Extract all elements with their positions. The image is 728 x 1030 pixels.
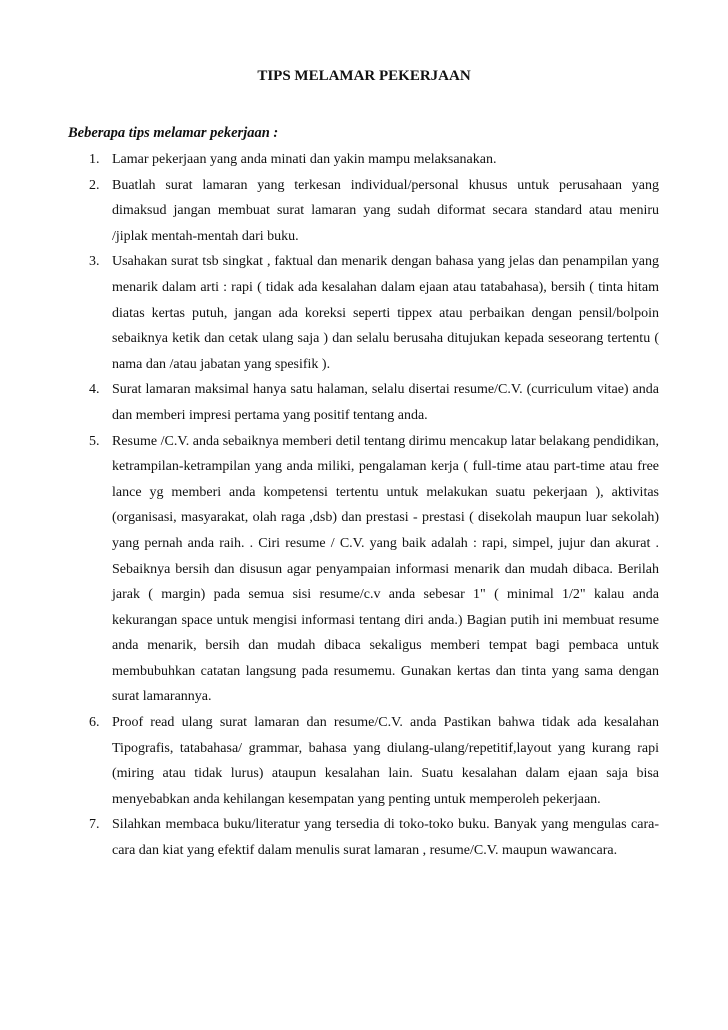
item-text: Lamar pekerjaan yang anda minati dan yakin mampu melaksanakan. (112, 152, 497, 167)
list-item (68, 249, 659, 377)
page-title: TIPS MELAMAR PEKERJAAN (257, 68, 471, 84)
item-number: 6. (89, 715, 100, 731)
list-item (68, 812, 659, 863)
list-item (68, 710, 659, 812)
item-number: 5. (89, 433, 100, 449)
list-item (68, 377, 659, 428)
item-number: 1. (89, 152, 100, 167)
item-number: 3. (89, 254, 100, 270)
list-item (68, 173, 659, 250)
item-text: Proof read ulang surat lamaran dan resume/C.V. anda Pastikan bahwa tidak ada kesalahan Tipografis, tatabahasa/ grammar, bahasa yang diulang-ulang/repetitif,layout yang kurang rapi (miring atau tidak lurus) ataupun kesalahan lain. Suatu kesalahan dalam ejaan saja bisa menyebabkan anda kehilangan kesempatan yang penting untuk memperoleh pekerjaan. (112, 715, 659, 807)
item-text: Usahakan surat tsb singkat , faktual dan menarik dengan bahasa yang jelas dan penampilan yang menarik dalam arti : rapi ( tidak ada kesalahan dalam ejaan atau tatabahasa), bersih ( tinta hitam diatas kertas putuh, jangan ada koreksi seperti tippex atau perbaikan dengan pensil/bolpoin sebaiknya ketik dan cetak ulang saja ) dan selalu berusaha ditujukan kepada seseorang tertentu ( nama dan /atau jabatan yang spesifik ). (112, 254, 659, 372)
item-number: 7. (89, 817, 100, 833)
list-item (68, 429, 659, 711)
list-item (68, 147, 659, 173)
item-text: Buatlah surat lamaran yang terkesan individual/personal khusus untuk perusahaan yang dimaksud jangan membuat surat lamaran yang sudah diformat secara standard atau meniru /jiplak mentah-mentah dari buku. (112, 177, 659, 244)
item-text: Surat lamaran maksimal hanya satu halaman, selalu disertai resume/C.V. (curriculum vitae) anda dan memberi impresi pertama yang positif tentang anda. (112, 382, 659, 423)
intro-heading: Beberapa tips melamar pekerjaan : (68, 125, 279, 141)
item-text: Resume /C.V. anda sebaiknya memberi detil tentang dirimu mencakup latar belakang pendidikan, ketrampilan-ketrampilan yang anda miliki, pengalaman kerja ( full-time atau part-time atau free lance yg memberi anda kompetensi tertentu untuk melakukan suatu pekerjaan ), aktivitas (organisasi, masyarakat, olah raga ,dsb) dan prestasi - prestasi ( disekolah maupun luar sekolah) yang pernah anda raih. . Ciri resume / C.V. yang baik adalah : rapi, simpel, jujur dan akurat . Sebaiknya bersih dan disusun agar penyampaian informasi menarik dan mudah dibaca. Berilah jarak ( margin) pada semua sisi resume/c.v anda sebesar 1" ( minimal 1/2" kalau anda kekurangan space untuk mengisi informasi tentang diri anda.) Bagian putih ini membuat resume anda menarik, bersih dan mudah dibaca sekaligus memberi tempat bagi pembaca untuk membubuhkan catatan langsung pada resumemu. Gunakan kertas dan tinta yang sama dengan surat lamarannya. (112, 433, 659, 705)
tips-list (68, 147, 659, 864)
item-text: Silahkan membaca buku/literatur yang tersedia di toko-toko buku. Banyak yang mengulas cara-cara dan kiat yang efektif dalam menulis surat lamaran , resume/C.V. maupun wawancara. (112, 817, 659, 859)
item-number: 2. (89, 177, 100, 193)
item-number: 4. (89, 382, 100, 398)
